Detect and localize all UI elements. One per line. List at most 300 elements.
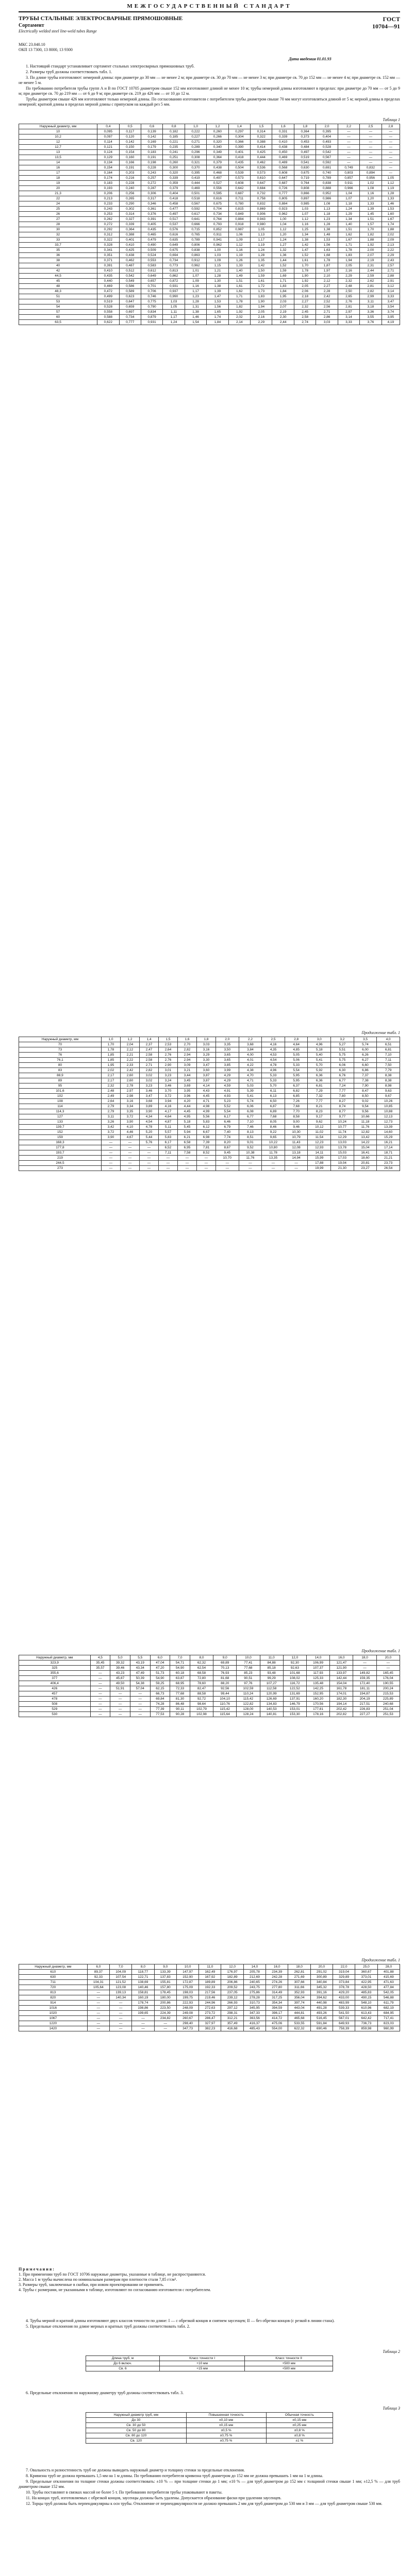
- table-cell: 1,67: [338, 238, 359, 243]
- table-cell: 0,425: [251, 150, 272, 155]
- table-cell: 5,03: [239, 1083, 262, 1089]
- table-cell: 373,84: [333, 1980, 355, 1985]
- table-cell: 209,52: [221, 1985, 243, 1990]
- table-cell: 123,08: [110, 1985, 132, 1990]
- table-cell: 0,931: [163, 284, 185, 289]
- table-cell: 5,06: [285, 1058, 308, 1063]
- paragraph: 9. Предельные отклонения по толщине стенки должны соответствовать: ±10 % — при толщине стенки до 1 мм; ±10 % — для труб диаметром до 152 мм с толщиной стенки свыше 1 мм; ±12,5 % — для труб диаметром свыше 152 мм.: [19, 2479, 400, 2489]
- table-cell: 2,27: [294, 299, 316, 304]
- table-row: [86, 2428, 333, 2433]
- table-cell: —: [285, 1166, 308, 1171]
- table-cell: 1,36: [272, 253, 294, 258]
- table-cell: +10 мм: [159, 2361, 244, 2366]
- table-cell: 8,38: [377, 1078, 400, 1083]
- table-row: [19, 1691, 400, 1697]
- table-cell: 1,47: [207, 294, 228, 299]
- column-header: 8,0: [132, 1964, 154, 1970]
- table-cell: 0,666: [185, 222, 206, 227]
- table-cell: 340,84: [310, 1980, 333, 1985]
- table-cell: 8,74: [331, 1104, 354, 1109]
- table-cell: 0,524: [141, 253, 162, 258]
- table-cell: 356,04: [288, 1995, 310, 2001]
- table-cell: 1,46: [185, 315, 206, 320]
- table-cell: 12: [19, 140, 97, 145]
- table-cell: 273: [19, 1166, 102, 1171]
- table-cell: 2,28: [316, 289, 338, 294]
- table-cell: 433,00: [333, 1995, 355, 2001]
- table-cell: 51: [19, 294, 97, 299]
- table-cell: 0,438: [119, 253, 141, 258]
- table-cell: 485,83: [355, 1990, 377, 1995]
- table-cell: 3,72: [101, 1130, 120, 1135]
- table-row: [19, 1995, 400, 2001]
- table-cell: 9,77: [331, 1114, 354, 1120]
- table-cell: —: [101, 1150, 120, 1156]
- table-cell: 0,260: [163, 160, 185, 165]
- table-cell: 0,395: [185, 171, 206, 176]
- table-cell: 2,02: [382, 232, 400, 238]
- table-cell: 4,71: [197, 1099, 216, 1104]
- table-cell: 4,59: [216, 1083, 239, 1089]
- table-cell: 4,34: [139, 1114, 158, 1120]
- table-cell: 2,60: [120, 1078, 139, 1083]
- table-cell: 54: [19, 304, 97, 310]
- table-cell: 51,73: [150, 1671, 170, 1676]
- table-row: [19, 1676, 400, 1681]
- table-cell: 84,88: [260, 1660, 283, 1666]
- table-cell: 539,33: [333, 2006, 355, 2011]
- table-row: [19, 2011, 400, 2016]
- column-header: 25,0: [355, 1964, 377, 1970]
- table-cell: 0,583: [141, 263, 162, 268]
- table-cell: 0,911: [338, 181, 359, 186]
- requirements-section-3: [19, 2468, 400, 2507]
- table-cell: 200,24: [376, 1686, 400, 1691]
- table-cell: 2,45: [294, 310, 316, 315]
- table-cell: 4,22: [239, 1063, 262, 1068]
- paragraph: 3. По длине трубы изготовляют: немерной длины: при диаметре до 30 мм — не менее 2 м; при диаметре св. 30 до 70 мм — не менее 3 м; при диаметре св. 70 до 152 мм — не менее 4 м; при диаметре св. 152 мм — не менее 5 м.: [19, 75, 400, 85]
- table-cell: 1,70: [101, 1042, 120, 1047]
- column-header: 1,2: [207, 124, 228, 129]
- table-cell: 548,10: [355, 2001, 377, 2006]
- table-cell: 9,67: [377, 1094, 400, 1099]
- table-cell: 9,62: [308, 1120, 331, 1125]
- table-cell: —: [110, 1697, 130, 1702]
- table-cell: 60,18: [170, 1671, 190, 1676]
- table-cell: 160,20: [306, 1697, 329, 1702]
- table-cell: 0,198: [141, 160, 162, 165]
- table-cell: 6,87: [262, 1104, 285, 1109]
- column-header: Наружный диаметр, мм: [19, 1964, 88, 1970]
- table-cell: 51,91: [110, 1686, 130, 1691]
- table-cell: 914: [19, 2001, 88, 2006]
- table-cell: 5,41: [308, 1058, 331, 1063]
- table-cell: 0,328: [97, 243, 119, 248]
- column-header: 10,0: [176, 1964, 198, 1970]
- table-cell: 102,79: [190, 1707, 213, 1712]
- table-cell: 1,28: [207, 274, 228, 279]
- table-cell: 0,617: [185, 212, 206, 217]
- table-cell: 4,64: [158, 1114, 177, 1120]
- table-cell: 4,98: [197, 1104, 216, 1109]
- table-cell: 5,23: [216, 1099, 239, 1104]
- table-cell: 0,477: [163, 207, 185, 212]
- table-cell: 8,23: [308, 1109, 331, 1114]
- table-cell: 0,154: [97, 165, 119, 171]
- table-cell: 1,12: [382, 181, 400, 186]
- table-cell: 9,46: [285, 1125, 308, 1130]
- table-cell: 426: [19, 1686, 91, 1691]
- table-row: [86, 2418, 333, 2423]
- table-cell: 0,373: [294, 134, 316, 140]
- table-cell: 165,45: [376, 1671, 400, 1676]
- table-cell: 15,99: [308, 1156, 331, 1161]
- table-row: [19, 196, 400, 201]
- table-cell: 161,78: [330, 1686, 353, 1691]
- table-cell: 5,44: [139, 1135, 158, 1140]
- table-cell: 1,24: [338, 207, 359, 212]
- table-cell: 1,01: [185, 268, 206, 274]
- table-cell: 133,97: [330, 1671, 353, 1676]
- table-cell: —: [110, 2011, 132, 2016]
- table-cell: 13,35: [262, 1156, 285, 1161]
- table-cell: 397,74: [288, 2001, 310, 2006]
- table-cell: 0,479: [141, 238, 162, 243]
- table-cell: 99,29: [260, 1676, 283, 1681]
- table-cell: 93,48: [260, 1671, 283, 1676]
- table-cell: 1,38: [185, 310, 206, 315]
- table-cell: 1,78: [294, 268, 316, 274]
- table-cell: 275,86: [243, 1990, 266, 1995]
- table-cell: 0,444: [251, 155, 272, 160]
- table-cell: 7,68: [285, 1104, 308, 1109]
- table-row: [19, 165, 400, 171]
- table-cell: 9,52: [239, 1145, 262, 1150]
- table-cell: 6,30: [331, 1068, 354, 1073]
- paragraph: 12. Торцы труб должны быть перпендикулярны к оси трубы. Отклонение от перпендикулярности не должно превышать 2 мм для труб диаметром до 530 мм и 3 мм — для труб диаметром свыше 530 мм.: [26, 2501, 383, 2506]
- table-cell: 2,02: [101, 1068, 120, 1073]
- table-cell: 2,03: [272, 299, 294, 304]
- table-cell: 152,95: [306, 1691, 329, 1697]
- table-cell: 0,879: [141, 315, 162, 320]
- table-cell: 85,18: [260, 1666, 283, 1671]
- table-cell: 9,54: [354, 1104, 377, 1109]
- table-cell: 8,05: [262, 1120, 285, 1125]
- table-1-cont-c: [19, 1964, 400, 2031]
- table-cell: 0,391: [97, 263, 119, 268]
- table-cell: 172,40: [353, 1681, 376, 1686]
- table-cell: 2,05: [294, 284, 316, 289]
- table-cell: 7,77: [331, 1089, 354, 1094]
- table-cell: 0,154: [119, 150, 141, 155]
- table-cell: —: [87, 2001, 109, 2006]
- table-cell: 401,88: [377, 1970, 400, 1975]
- table-cell: —: [132, 2026, 154, 2031]
- table-cell: 0,179: [141, 145, 162, 150]
- table-cell: 3,21: [177, 1068, 196, 1073]
- table-cell: 0,260: [207, 129, 228, 134]
- table-cell: —: [338, 160, 359, 165]
- table-cell: 5,75: [331, 1053, 354, 1058]
- table-cell: 14,60: [377, 1130, 400, 1135]
- table-cell: 0,097: [97, 134, 119, 140]
- table-cell: 177,81: [306, 1707, 329, 1712]
- table-cell: 6,89: [262, 1109, 285, 1114]
- table-cell: 0,589: [119, 289, 141, 294]
- table-cell: 153,30: [283, 1712, 306, 1717]
- table-cell: 1,03: [207, 253, 228, 258]
- table-cell: 92,33: [87, 1975, 109, 1980]
- table-cell: 2,22: [120, 1058, 139, 1063]
- table-cell: 0,746: [141, 294, 162, 299]
- column-header: Наружный диаметр труб, мм: [86, 2413, 187, 2418]
- table-cell: 35: [19, 248, 97, 253]
- table-cell: 193,7: [19, 1150, 102, 1156]
- table-cell: 0,419: [185, 176, 206, 181]
- table-row: [86, 2423, 333, 2428]
- table-cell: 0,121: [97, 145, 119, 150]
- header-row: [19, 1037, 400, 1042]
- column-header: Наружный диаметр, мм: [19, 1037, 102, 1042]
- table-cell: 0,869: [251, 207, 272, 212]
- table-cell: 217,56: [199, 1990, 221, 1995]
- table-cell: 0,166: [119, 160, 141, 165]
- table-cell: 0,243: [97, 207, 119, 212]
- table-cell: 0,164: [97, 171, 119, 176]
- table-cell: 1,28: [251, 253, 272, 258]
- table-cell: 271,69: [288, 1975, 310, 1980]
- table-cell: 0,832: [360, 165, 382, 171]
- table-cell: 1,03: [294, 207, 316, 212]
- table-row: [19, 1073, 400, 1078]
- table-cell: 1,52: [272, 263, 294, 268]
- table-cell: —: [87, 2021, 109, 2026]
- table-cell: 0,608: [272, 171, 294, 176]
- table-cell: 0,675: [207, 201, 228, 207]
- table-cell: 355,6: [19, 1671, 91, 1676]
- table-cell: 0,749: [338, 165, 359, 171]
- table-cell: 6,79: [216, 1125, 239, 1130]
- table-row: [19, 176, 400, 181]
- table-cell: —: [338, 129, 359, 134]
- table-cell: 170,56: [306, 1702, 329, 1707]
- header-row: [86, 2356, 333, 2361]
- table-cell: —: [262, 1161, 285, 1166]
- table-cell: 260,67: [176, 2016, 198, 2021]
- table-cell: 493,26: [310, 2011, 333, 2016]
- header-row: [19, 1964, 400, 1970]
- table-cell: ±0,75 %: [186, 2433, 266, 2438]
- table-cell: 0,306: [141, 191, 162, 196]
- table-cell: 491,28: [310, 2006, 333, 2011]
- table-cell: 2,02: [228, 315, 250, 320]
- table-cell: 1,34: [294, 232, 316, 238]
- table-cell: 133: [19, 1120, 102, 1125]
- table-cell: 8,27: [331, 1099, 354, 1104]
- table-cell: 4,43: [197, 1089, 216, 1094]
- table-cell: Св. 80 до 120: [86, 2433, 187, 2438]
- table-cell: 104,10: [213, 1697, 237, 1702]
- table-cell: 7,37: [354, 1073, 377, 1078]
- table-cell: —: [120, 1161, 139, 1166]
- column-header: 1,6: [177, 1037, 196, 1042]
- table-cell: 428,50: [355, 1985, 377, 1990]
- table-cell: 1,45: [360, 212, 382, 217]
- table-cell: 0,235: [163, 145, 185, 150]
- table-cell: 234,82: [154, 2016, 176, 2021]
- table-cell: 0,410: [119, 243, 141, 248]
- table-cell: 7,50: [377, 1063, 400, 1068]
- table-cell: 114: [19, 1104, 102, 1109]
- table-cell: 135,48: [306, 1681, 329, 1686]
- table-cell: 0,649: [141, 274, 162, 279]
- table-cell: 4,99: [197, 1109, 216, 1114]
- table-cell: 273,72: [199, 2011, 221, 2016]
- table-cell: Св. 30 до 50: [86, 2423, 187, 2428]
- table-cell: —: [87, 1995, 109, 2001]
- table-cell: 95: [19, 1083, 102, 1089]
- table-cell: 6,52: [158, 1145, 177, 1150]
- table-cell: 36: [19, 253, 97, 258]
- table-cell: 2,44: [360, 268, 382, 274]
- table-cell: —: [382, 165, 400, 171]
- table-cell: 1,17: [185, 289, 206, 294]
- table-cell: 1,16: [185, 284, 206, 289]
- table-cell: 122,71: [132, 1975, 154, 1980]
- table-cell: 104,31: [87, 1980, 109, 1985]
- table-cell: 13: [19, 150, 97, 155]
- table-cell: 1,74: [207, 315, 228, 320]
- table-cell: 396,17: [266, 2011, 288, 2016]
- table-cell: 7,11: [158, 1150, 177, 1156]
- table-cell: 1,18: [338, 201, 359, 207]
- table-cell: 0,359: [163, 181, 185, 186]
- okp-code: ОКП 13 7300, 13 8000, 13 9300: [19, 47, 73, 52]
- table-row: [19, 1970, 400, 1975]
- table-cell: 4,95: [177, 1114, 196, 1120]
- table-cell: 146,79: [283, 1702, 306, 1707]
- table-cell: 2,19: [272, 310, 294, 315]
- table-cell: 42: [19, 268, 97, 274]
- table-cell: 142,25: [306, 1686, 329, 1691]
- table-cell: 117,93: [306, 1671, 329, 1676]
- table-cell: 1,15: [207, 263, 228, 268]
- table-cell: —: [154, 2026, 176, 2031]
- table-cell: 6,27: [354, 1058, 377, 1063]
- column-header: 1,0: [185, 124, 206, 129]
- table-cell: 286,47: [199, 2016, 221, 2021]
- table-cell: 0,659: [119, 304, 141, 310]
- table-cell: 2,97: [120, 1089, 139, 1094]
- gost-label: ГОСТ: [383, 15, 400, 23]
- table-cell: 92,72: [190, 1697, 213, 1702]
- table-cell: 0,517: [163, 217, 185, 222]
- table-cell: 1,12: [228, 243, 250, 248]
- table-cell: 0,687: [228, 191, 250, 196]
- table-cell: 3,76: [360, 320, 382, 325]
- table-cell: 162,49: [199, 1970, 221, 1975]
- table-cell: 154,04: [330, 1681, 353, 1686]
- table-cell: 1,85: [101, 1058, 120, 1063]
- table-cell: 6,26: [354, 1053, 377, 1058]
- table-row: [19, 1686, 400, 1691]
- table-cell: 3,47: [382, 299, 400, 304]
- table-cell: 1,73: [251, 289, 272, 294]
- table-cell: —: [338, 145, 359, 150]
- table-cell: 0,616: [163, 232, 185, 238]
- table-cell: 251,04: [376, 1707, 400, 1712]
- table-cell: 3,11: [360, 299, 382, 304]
- table-cell: 1,97: [316, 268, 338, 274]
- table-cell: 12,82: [354, 1130, 377, 1135]
- table-cell: 50,39: [130, 1676, 150, 1681]
- header-row: [19, 124, 400, 129]
- table-cell: 26: [19, 212, 97, 217]
- table-cell: —: [139, 1156, 158, 1161]
- column-header: 11,0: [199, 1964, 221, 1970]
- table-cell: 1,13: [316, 207, 338, 212]
- table-cell: 2,86: [316, 315, 338, 320]
- table-cell: 0,346: [141, 201, 162, 207]
- table-cell: 1,40: [338, 222, 359, 227]
- table-cell: 2,64: [101, 1099, 120, 1104]
- table-cell: —: [110, 2021, 132, 2026]
- table-cell: 3,11: [101, 1114, 120, 1120]
- table-caption: Продолжение табл. 1: [361, 1030, 400, 1035]
- table-cell: 2,94: [177, 1053, 196, 1058]
- table-cell: 2,42: [120, 1068, 139, 1073]
- table-cell: 823,03: [377, 2021, 400, 2026]
- table-cell: 465,68: [288, 2016, 310, 2021]
- table-cell: 5,95: [285, 1078, 308, 1083]
- table-cell: 244,96: [199, 2001, 221, 2006]
- table-cell: 39,32: [110, 1660, 130, 1666]
- table-cell: 820: [19, 1995, 88, 2001]
- table-cell: 1,12: [272, 227, 294, 232]
- table-cell: 0,556: [207, 186, 228, 191]
- table-cell: 77,68: [237, 1666, 260, 1671]
- table-cell: 0,863: [185, 253, 206, 258]
- table-cell: —: [90, 1681, 110, 1686]
- table-cell: 0,528: [97, 304, 119, 310]
- table-cell: 0,453: [294, 140, 316, 145]
- table-cell: 4,16: [262, 1042, 285, 1047]
- table-row: [19, 289, 400, 294]
- table-cell: 277,80: [266, 1985, 288, 1990]
- table-cell: 237,05: [221, 1990, 243, 1995]
- table-cell: 0,266: [207, 134, 228, 140]
- table-cell: 9,22: [262, 1130, 285, 1135]
- table-cell: 2,97: [338, 310, 359, 315]
- table-cell: 1,26: [228, 258, 250, 263]
- table-cell: —: [90, 1707, 110, 1712]
- table-cell: 0,985: [294, 201, 316, 207]
- table-cell: 274,26: [266, 1980, 288, 1985]
- table-cell: 14: [19, 160, 97, 165]
- column-header: 2,2: [239, 1037, 262, 1042]
- table-cell: 76,1: [19, 1058, 102, 1063]
- table-cell: 0,941: [207, 238, 228, 243]
- table-cell: 2,37: [139, 1042, 158, 1047]
- table-cell: 3,26: [101, 1120, 120, 1125]
- table-cell: 0,775: [141, 299, 162, 304]
- table-cell: 74,28: [150, 1702, 170, 1707]
- table-cell: 2,04: [120, 1042, 139, 1047]
- table-cell: 0,952: [316, 191, 338, 196]
- table-cell: 1,21: [207, 268, 228, 274]
- table-cell: 3,18: [360, 304, 382, 310]
- table-cell: ±0,8 %: [266, 2433, 333, 2438]
